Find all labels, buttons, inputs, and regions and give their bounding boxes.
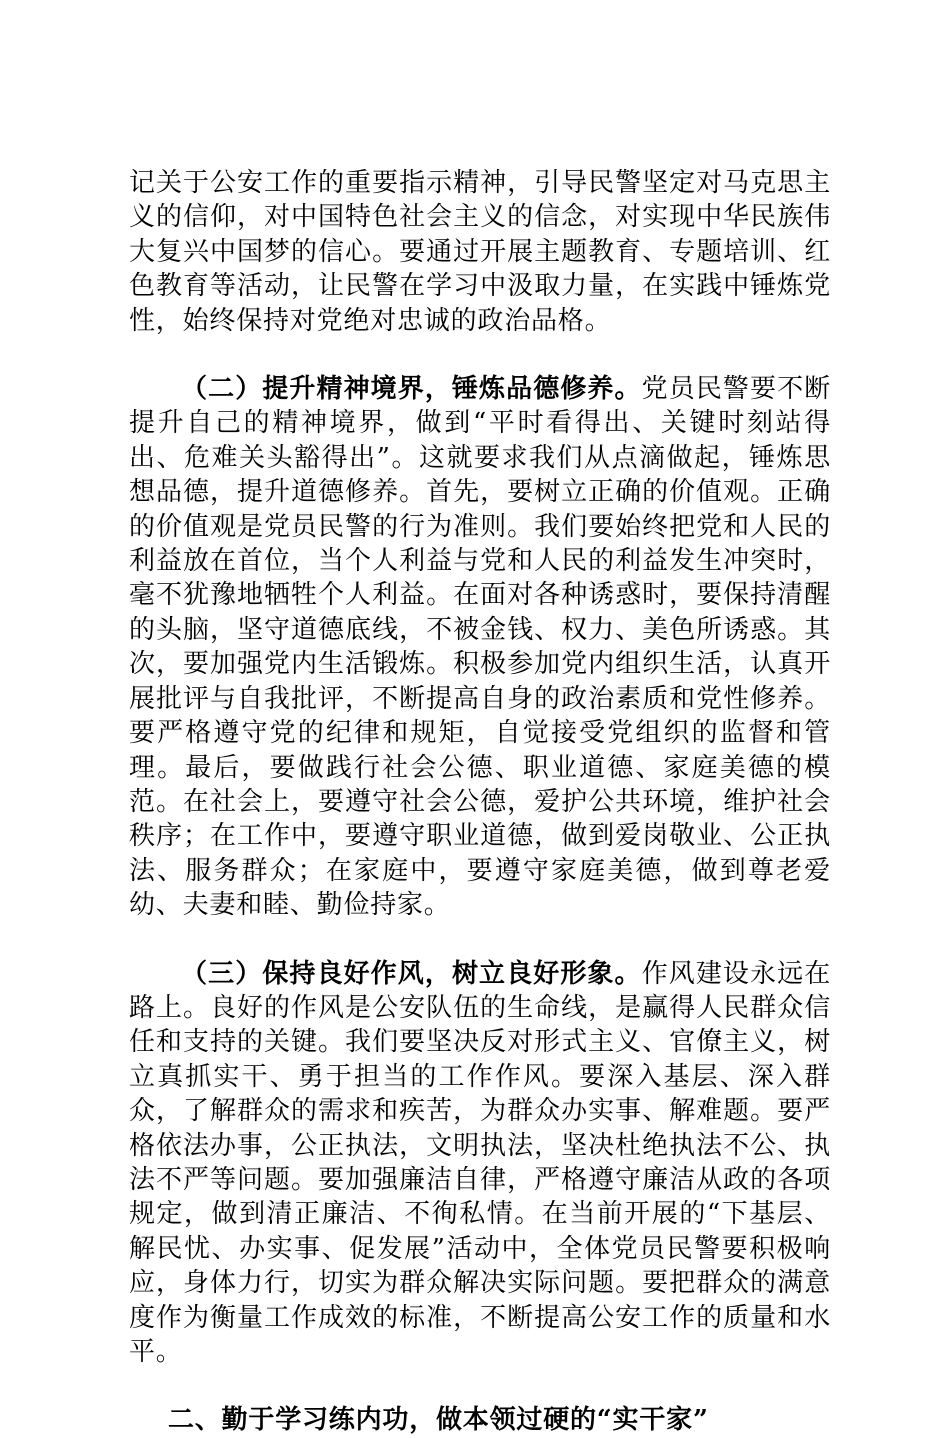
paragraph-spacer — [129, 1369, 831, 1403]
section-heading-study: 二、勤于学习练内功，做本领过硬的“实干家” — [168, 1405, 709, 1436]
paragraph-loyalty-continuation: 记关于公安工作的重要指示精神，引导民警坚定对马克思主义的信仰，对中国特色社会主义的信念，对实现中华民族伟大复兴中国梦的信心。要通过开展主题教育、专题培训、红色教育等活动，让民警在学习中汲取力量，在实践中锤炼党性，始终保持对党绝对忠诚的政治品格。 — [129, 168, 831, 336]
subheading-work-style: （三）保持良好作风，树立良好形象。 — [181, 958, 642, 989]
paragraph-work-style-body: 作风建设永远在路上。良好的作风是公安队伍的生命线，是赢得人民群众信任和支持的关键。我们要坚决反对形式主义、官僚主义，树立真抓实干、勇于担当的工作作风。要深入基层、深入群众，了解群众的需求和疾苦，为群众办实事、解难题。要严格依法办事，公正执法，文明执法，坚决杜绝执法不公、执法不严等问题。要加强廉洁自律，严格遵守廉洁从政的各项规定，做到清正廉洁、不徇私情。在当前开展的“下基层、解民忧、办实事、促发展”活动中，全体党员民警要积极响应，身体力行，切实为群众解决实际问题。要把群众的满意度作为衡量工作成效的标准，不断提高公安工作的质量和水平。 — [129, 958, 831, 1367]
subheading-spiritual-realm: （二）提升精神境界，锤炼品德修养。 — [181, 374, 642, 405]
paragraph-spiritual-realm-body: 党员民警要不断提升自己的精神境界，做到“平时看得出、关键时刻站得出、危难关头豁得出”。这就要求我们从点滴做起，锤炼思想品德，提升道德修养。首先，要树立正确的价值观。正确的价值观是党员民警的行为准则。我们要始终把党和人民的利益放在首位，当个人利益与党和人民的利益发生冲突时，毫不犹豫地牺牲个人利益。在面对各种诱惑时，要保持清醒的头脑，坚守道德底线，不被金钱、权力、美色所诱惑。其次，要加强党内生活锻炼。积极参加党内组织生活，认真开展批评与自我批评，不断提高自身的政治素质和党性修养。要严格遵守党的纪律和规矩，自觉接受党组织的监督和管理。最后，要做践行社会公德、职业道德、家庭美德的模范。在社会上，要遵守社会公德，爱护公共环境，维护社会秩序；在工作中，要遵守职业道德，做到爱岗敬业、公正执法、服务群众；在家庭中，要遵守家庭美德，做到尊老爱幼、夫妻和睦、勤俭持家。 — [129, 374, 831, 921]
paragraph-work-style — [129, 957, 831, 1370]
document-body — [129, 166, 831, 1438]
paragraph-spacer — [129, 338, 831, 372]
paragraph-spiritual-realm — [129, 372, 831, 923]
paragraph-spacer — [129, 923, 831, 957]
